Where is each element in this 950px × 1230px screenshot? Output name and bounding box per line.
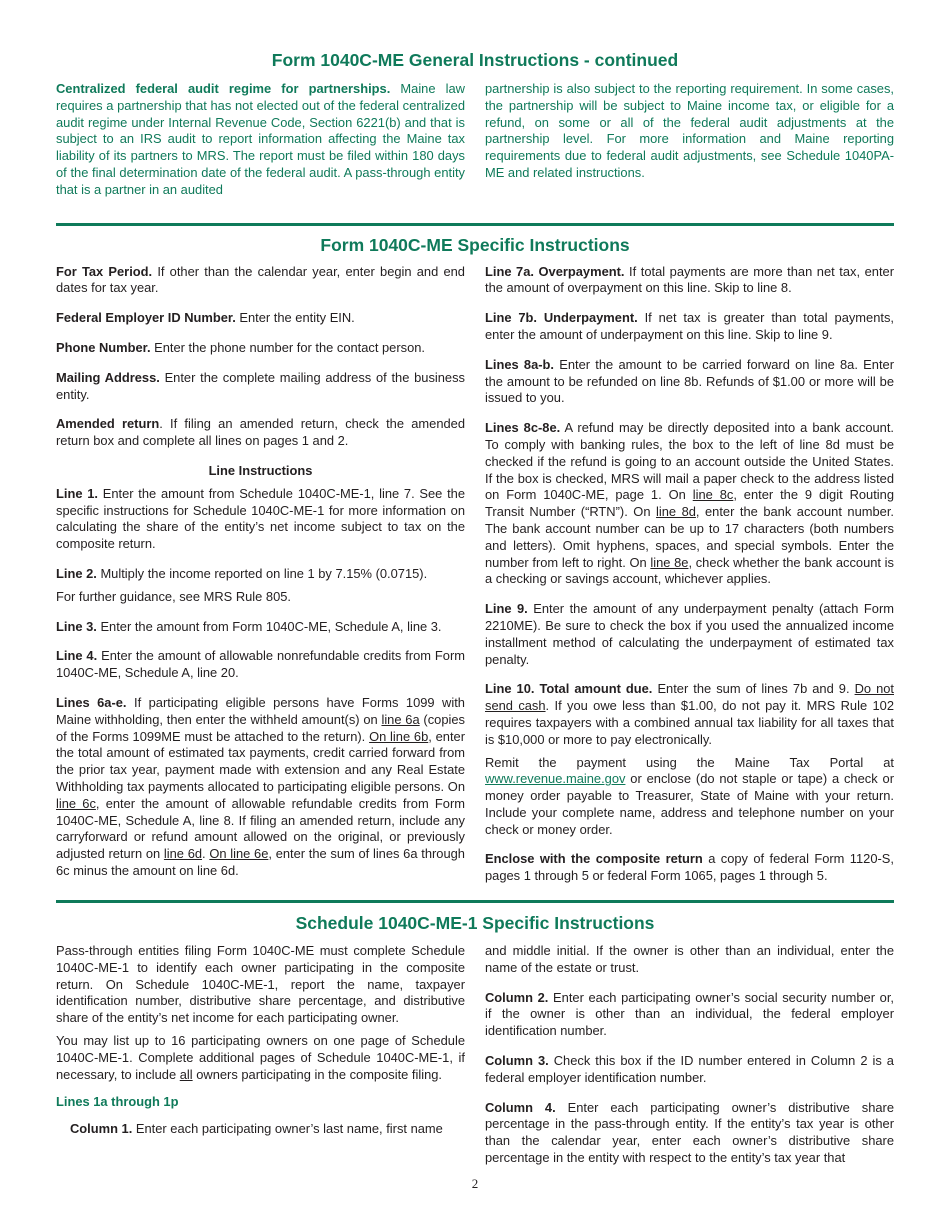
ein-text: Enter the entity EIN. <box>239 310 355 326</box>
line2-text: Multiply the income reported on line 1 by 7.15% (0.0715). <box>100 565 428 581</box>
schedule-left-column <box>56 943 465 1167</box>
schedule-owners-paragraph <box>56 1033 465 1083</box>
specific-left-column <box>56 264 465 886</box>
line10-paragraph <box>485 681 894 748</box>
line1-heading: Line 1. <box>56 485 98 501</box>
general-right-column <box>485 81 894 199</box>
column1-heading: Column 1. <box>70 1121 133 1137</box>
line8e-ref: line 8e <box>650 554 689 570</box>
lines-1a-1p-heading: Lines 1a through 1p <box>56 1094 179 1110</box>
line2-paragraph <box>56 566 465 583</box>
line4-heading: Line 4. <box>56 648 98 664</box>
section-divider <box>56 223 894 226</box>
line6d-ref: line 6d <box>163 846 203 862</box>
no-cash-note: Do not send cash <box>485 681 894 714</box>
enclose-text: a copy of federal Form 1120-S, pages 1 through 5 or federal Form 1065, pages 1 through 5. <box>485 851 894 884</box>
amended-text: . If filing an amended return, check the amended return box and complete all lines on pages 1 and 2. <box>56 416 466 449</box>
lines8ce-text-2: , enter the 9 digit Routing Transit Number (“RTN”). On <box>485 487 894 520</box>
column1-paragraph <box>56 1121 465 1138</box>
lines8ce-text-4: , check whether the bank account is a checking or savings account, whichever applies. <box>485 554 894 587</box>
line1-paragraph <box>56 486 465 553</box>
lines6-text-5: . <box>202 846 206 862</box>
column4-text: Enter each participating owner’s distributive share percentage in the pass-through entity. If the entity’s tax year is other than the calendar year, enter each owner’s distributive share percentage in the entity with respect to the entity’s tax year that <box>485 1099 895 1166</box>
lines8ce-paragraph <box>485 420 894 588</box>
lines6-text-1: If participating eligible persons have Forms 1099 with Maine withholding, then enter the withheld amount(s) on <box>56 694 465 727</box>
tax-period-heading: For Tax Period. <box>56 263 153 279</box>
schedule-right-column <box>485 943 894 1167</box>
line7b-text: If net tax is greater than total payments, enter the amount of underpayment on this line. Skip to line 9. <box>485 310 894 342</box>
line6e-ref: On line 6e <box>209 846 269 862</box>
lines6-text-3: , enter the total amount of estimated tax payments, credit carried forward from the prior tax year, payment made with extension and any Real Estate Withholding tax payments allocated to participating eligible persons. On <box>56 728 466 794</box>
lines8ce-text-1: A refund may be directly deposited into a bank account. To comply with banking rules, the box to the left of line 8d must be checked if the refund is going to an account outside the United States. If the box is checked, MRS will mail a paper check to the address listed on Form 1040C-ME, page 1. On <box>485 420 894 503</box>
lines6-heading: Lines 6a-e. <box>56 694 127 710</box>
lines6-paragraph <box>56 695 465 880</box>
general-title: Form 1040C-ME General Instructions - continued <box>271 50 679 70</box>
owners-text-2: owners participating in the composite filing. <box>196 1066 442 1082</box>
line3-paragraph <box>56 619 465 636</box>
line9-text: Enter the amount of any underpayment penalty (attach Form 2210ME). Be sure to check the box if you used the annualized income installment method of calculating the underpayment of estimated tax penalty. <box>485 601 894 667</box>
line2-heading: Line 2. <box>56 565 97 581</box>
audit-paragraph-left <box>56 81 465 199</box>
line8c-ref: line 8c <box>692 487 734 503</box>
schedule-title: Schedule 1040C-ME-1 Specific Instructions <box>295 913 655 934</box>
line8d-ref: line 8d <box>656 504 696 520</box>
line9-paragraph <box>485 601 894 668</box>
line3-text: Enter the amount from Form 1040C-ME, Schedule A, line 3. <box>100 618 442 634</box>
specific-title: Form 1040C-ME Specific Instructions <box>320 234 630 255</box>
line7b-heading: Line 7b. Underpayment. <box>485 310 638 326</box>
line6c-ref: line 6c <box>56 795 96 811</box>
line7a-paragraph <box>485 264 894 298</box>
column2-text: Enter each participating owner’s social security number or, if the owner is other than an individual, the federal employer identification number. <box>485 989 894 1039</box>
page <box>56 50 894 1167</box>
general-columns <box>56 81 894 199</box>
line9-heading: Line 9. <box>485 601 528 617</box>
line6a-ref: line 6a <box>381 711 420 727</box>
lines8ab-heading: Lines 8a-b. <box>485 356 554 372</box>
column1-continued: and middle initial. If the owner is other than an individual, enter the name of the estate or trust. <box>485 943 894 975</box>
owners-text-1: You may list up to 16 participating owners on one page of Schedule 1040C-ME-1. Complete additional pages of Schedule 1040C-ME-1, if necessary, to include <box>56 1033 465 1082</box>
column1-text: Enter each participating owner’s last name, first name <box>135 1121 443 1137</box>
column3-heading: Column 3. <box>485 1053 549 1069</box>
specific-right-column <box>485 264 894 886</box>
remit-text-2: or enclose (do not staple or tape) a check or money order payable to Treasurer, State of Maine with your return. Include your complete name, address and telephone number on your check or money order. <box>485 771 894 837</box>
lines8ce-heading: Lines 8c-8e. <box>485 420 561 436</box>
line10-text-2: . If you owe less than $1.00, do not pay it. MRS Rule 102 requires taxpayers with a combined annual tax liability for all taxes that is $10,000 or more to pay electronically. <box>485 698 894 747</box>
mailing-paragraph <box>56 370 465 404</box>
line7b-paragraph <box>485 310 894 344</box>
column2-heading: Column 2. <box>485 989 549 1005</box>
lines6-text-6: , enter the sum of lines 6a through 6c minus the amount on line 6d. <box>56 846 465 878</box>
column4-heading: Column 4. <box>485 1099 556 1115</box>
audit-text-left: Maine law requires a partnership that has not elected out of the federal centralized audit regime under Internal Revenue Code, Section 6221(b) and that is subject to an IRS audit to report information affecting the Maine tax liability of its partners to MRS. The report must be filed within 180 days of the final determination date of the federal audit. A pass-through entity that is a partner in an audited <box>56 81 465 197</box>
general-left-column <box>56 81 465 199</box>
lines6-text-2: (copies of the Forms 1099ME must be attached to the return). <box>56 711 465 744</box>
amended-heading: Amended return <box>56 416 160 432</box>
audit-paragraph-right: partnership is also subject to the reporting requirement. In some cases, the partnership will be subject to Maine income tax, or eligible for a refund, on some or all of the federal audit adjustments at the partnership level. For more information and Maine reporting requirements due to federal audit adjustments, see Schedule 1040PA-ME and related instructions. <box>485 81 894 180</box>
schedule-columns <box>56 943 894 1167</box>
page-number: 2 <box>471 1176 479 1191</box>
line4-paragraph <box>56 648 465 682</box>
remit-paragraph <box>485 755 894 839</box>
remit-text-1: Remit the payment using the Maine Tax Portal at <box>485 754 894 770</box>
column3-text: Check this box if the ID number entered in Column 2 is a federal employer identification number. <box>485 1053 894 1085</box>
ein-heading: Federal Employer ID Number. <box>56 310 236 326</box>
line1-text: Enter the amount from Schedule 1040C-ME-1, line 7. See the specific instructions for Schedule 1040C-ME-1 for more information on calculating the share of the entity’s net income subject to tax on the composite return. <box>56 485 465 552</box>
tax-period-text: If other than the calendar year, enter begin and end dates for tax year. <box>56 263 465 296</box>
maine-revenue-link[interactable]: www.revenue.maine.gov <box>485 771 626 787</box>
line-instructions-heading: Line Instructions <box>208 462 313 478</box>
line10-heading: Line 10. Total amount due. <box>485 681 653 697</box>
mailing-heading: Mailing Address. <box>56 369 160 385</box>
lines6-text-4: , enter the amount of allowable refundable credits from Form 1040C-ME, Schedule A, line 8. If filing an amended return, include any carryforward or refund amount allowed on the original, or previously adjusted return on <box>56 795 465 862</box>
column4-paragraph <box>485 1100 894 1167</box>
audit-heading: Centralized federal audit regime for partnerships. <box>56 81 391 96</box>
enclose-paragraph <box>485 851 894 885</box>
phone-heading: Phone Number. <box>56 339 151 355</box>
lines8ab-text: Enter the amount to be carried forward on line 8a. Enter the amount to be refunded on line 8b. Refunds of $1.00 or more will be issued to you. <box>485 356 894 406</box>
schedule-intro: Pass-through entities filing Form 1040C-ME must complete Schedule 1040C-ME-1 to identify each owner participating in the composite return. On Schedule 1040C-ME-1, report the name, taxpayer identification number, distributive share percentage, and distributive share of the entity’s net income for each participating owner. <box>56 943 465 1026</box>
column3-paragraph <box>485 1053 894 1087</box>
line10-text-1: Enter the sum of lines 7b and 9. <box>657 681 850 697</box>
amended-paragraph <box>56 416 465 450</box>
line2-guidance: For further guidance, see MRS Rule 805. <box>56 588 292 604</box>
ein-paragraph <box>56 310 465 327</box>
tax-period-paragraph <box>56 264 465 298</box>
line6b-ref: On line 6b <box>369 728 429 744</box>
column2-paragraph <box>485 990 894 1040</box>
enclose-heading: Enclose with the composite return <box>485 851 703 867</box>
phone-paragraph <box>56 340 465 357</box>
line4-text: Enter the amount of allowable nonrefundable credits from Form 1040C-ME, Schedule A, line 20. <box>56 648 465 681</box>
section-divider <box>56 900 894 903</box>
lines8ce-text-3: , enter the bank account number. The bank account number can be up to 17 characters (both numbers and letters). Omit hyphens, spaces, and special symbols. Enter the number from left to right. On <box>485 504 894 570</box>
line7a-text: If total payments are more than net tax, enter the amount of overpayment on this line. Skip to line 8. <box>485 263 894 296</box>
specific-columns <box>56 264 894 886</box>
line3-heading: Line 3. <box>56 618 97 634</box>
phone-text: Enter the phone number for the contact person. <box>154 339 426 355</box>
all-emphasis: all <box>179 1066 193 1082</box>
line7a-heading: Line 7a. Overpayment. <box>485 263 625 279</box>
mailing-text: Enter the complete mailing address of the business entity. <box>56 369 465 402</box>
lines8ab-paragraph <box>485 357 894 407</box>
